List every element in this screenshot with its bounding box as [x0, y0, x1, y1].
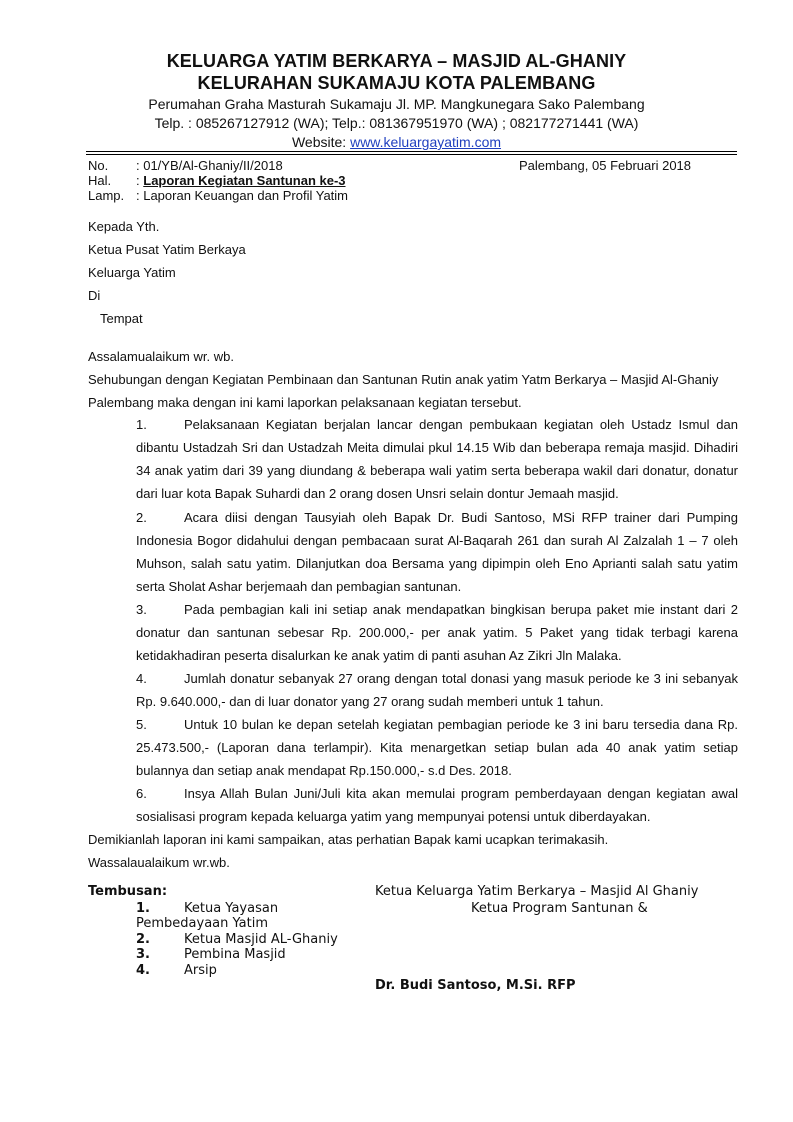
list-item-text: Untuk 10 bulan ke depan setelah kegiatan pembagian periode ke 3 ini baru tersedia dana Rp. 25.473.500,- (Laporan dana terlampir). Kita menargetkan setiap bulan ada 40 anak yatim setiap bulannya dan setiap anak mendapat Rp.150.000,- s.d Des. 2018. — [136, 717, 738, 778]
list-item-number: 3. — [136, 602, 147, 617]
intro-line2: Palembang maka dengan ini kami laporkan pelaksanaan kegiatan tersebut. — [88, 395, 522, 410]
org-name-line1: KELUARGA YATIM BERKARYA – MASJID AL-GHANIY — [166, 51, 627, 71]
letter-date: Palembang, 05 Februari 2018 — [519, 158, 692, 173]
hal-label: Hal. — [88, 173, 112, 188]
org-phones: Telp. : 085267127912 (WA); Telp.: 081367951970 (WA) ; 082177271441 (WA) — [154, 115, 639, 131]
recipient-line2: Ketua Pusat Yatim Berkaya — [88, 242, 246, 257]
tembusan-item-3: Pembina Masjid — [184, 947, 286, 962]
header-rule-top — [86, 151, 737, 152]
signature-title-line2: Ketua Program Santunan & — [471, 901, 648, 916]
list-item-6 — [136, 782, 738, 828]
list-item-2 — [136, 506, 738, 598]
greeting: Assalamualaikum wr. wb. — [88, 349, 234, 364]
tembusan-num-3: 3. — [136, 947, 150, 962]
org-name-line2: KELURAHAN SUKAMAJU KOTA PALEMBANG — [197, 73, 596, 93]
no-value: : 01/YB/Al-Ghaniy/II/2018 — [136, 158, 283, 173]
list-item-3 — [136, 598, 738, 667]
hal-line — [136, 173, 346, 188]
tembusan-label: Tembusan: — [88, 884, 168, 899]
list-item-text: Jumlah donatur sebanyak 27 orang dengan total donasi yang masuk periode ke 3 ini sebanyak Rp. 9.640.000,- dan di luar donator yang 27 orang sudah memberi untuk 1 tahun. — [136, 671, 738, 709]
list-item-number: 2. — [136, 510, 147, 525]
recipient-line3: Keluarga Yatim — [88, 265, 176, 280]
list-item-number: 1. — [136, 417, 147, 432]
header-rule-bottom — [86, 154, 737, 155]
closing-text: Demikianlah laporan ini kami sampaikan, atas perhatian Bapak kami ucapkan terimakasih. — [88, 832, 609, 847]
tembusan-item-4: Arsip — [184, 963, 217, 978]
signature-title-line1: Ketua Keluarga Yatim Berkarya – Masjid Al Ghaniy — [375, 884, 699, 899]
list-item-text: Insya Allah Bulan Juni/Juli kita akan memulai program pemberdayaan dengan kegiatan awal sosialisasi program kepada keluarga yatim yang mempunyai potensi untuk diberdayakan. — [136, 786, 738, 824]
lamp-value: : Laporan Keuangan dan Profil Yatim — [136, 188, 348, 203]
list-item-number: 4. — [136, 671, 147, 686]
no-label: No. — [88, 158, 109, 173]
lamp-label: Lamp. — [88, 188, 125, 203]
salam-text: Wassalaualaikum wr.wb. — [88, 855, 230, 870]
tembusan-item-1: Ketua Yayasan — [184, 901, 279, 916]
list-item-text: Pelaksanaan Kegiatan berjalan lancar dengan pembukaan kegiatan oleh Ustadz Ismul dan dibantu Ustadzah Sri dan Ustadzah Meita dimulai pkul 14.15 Wib dan beberapa remaja masjid. Dihadiri 34 anak yatim dari 39 yang diundang & beberapa wali yatim serta beberapa wakil dari donatur, donatur dari luar kota Bapak Suhardi dan 2 orang dosen Unsri selain dontur Jemaah masjid. — [136, 417, 738, 501]
tembusan-num-2: 2. — [136, 932, 150, 947]
list-item-text: Acara diisi dengan Tausyiah oleh Bapak Dr. Budi Santoso, MSi RFP trainer dari Pumping Indonesia Bogor didahului dengan pembacaan surat Al-Baqarah 261 dan surah Al Zalzalah 1 – 7 oleh Muhson, salah satu yatim. Dilanjutkan doa Bersama yang dipimpin oleh Eno Aprianti salah satu yatim serta Sholat Ashar berjemaah dan pembagian santunan. — [136, 510, 738, 594]
list-item-4 — [136, 667, 738, 713]
hal-value: Laporan Kegiatan Santunan ke-3 — [143, 173, 346, 188]
list-item-number: 6. — [136, 786, 147, 801]
tembusan-num-1: 1. — [136, 901, 150, 916]
website-label: Website: — [291, 134, 351, 150]
list-item-text: Pada pembagian kali ini setiap anak mendapatkan bingkisan berupa paket mie instant dari 2 donatur dan santunan sebesar Rp. 200.000,- per anak yatim. 5 Paket yang tidak terbagi karena ketidakhadiran peserta disalurkan ke anak yatim di panti asuhan Az Zikri Jln Malaka. — [136, 602, 738, 663]
list-item-1 — [136, 413, 738, 505]
hal-colon: : — [136, 173, 140, 188]
list-item-5 — [136, 713, 738, 782]
recipient-line1: Kepada Yth. — [88, 219, 160, 234]
list-item-number: 5. — [136, 717, 147, 732]
website-link[interactable]: www.keluargayatim.com — [350, 134, 502, 150]
recipient-line4: Di — [88, 288, 101, 303]
tembusan-num-4: 4. — [136, 963, 150, 978]
org-address: Perumahan Graha Masturah Sukamaju Jl. MP. Mangkunegara Sako Palembang — [148, 96, 645, 112]
tembusan-item-2: Ketua Masjid AL-Ghaniy — [184, 932, 338, 947]
org-website-line — [0, 134, 793, 150]
signature-name: Dr. Budi Santoso, M.Si. RFP — [375, 978, 576, 993]
tembusan-item-1-wrap: Pembedayaan Yatim — [136, 916, 268, 931]
intro-line1: Sehubungan dengan Kegiatan Pembinaan dan Santunan Rutin anak yatim Yatm Berkarya – Masjid Al-Ghaniy — [88, 372, 719, 387]
recipient-line5: Tempat — [100, 311, 143, 326]
